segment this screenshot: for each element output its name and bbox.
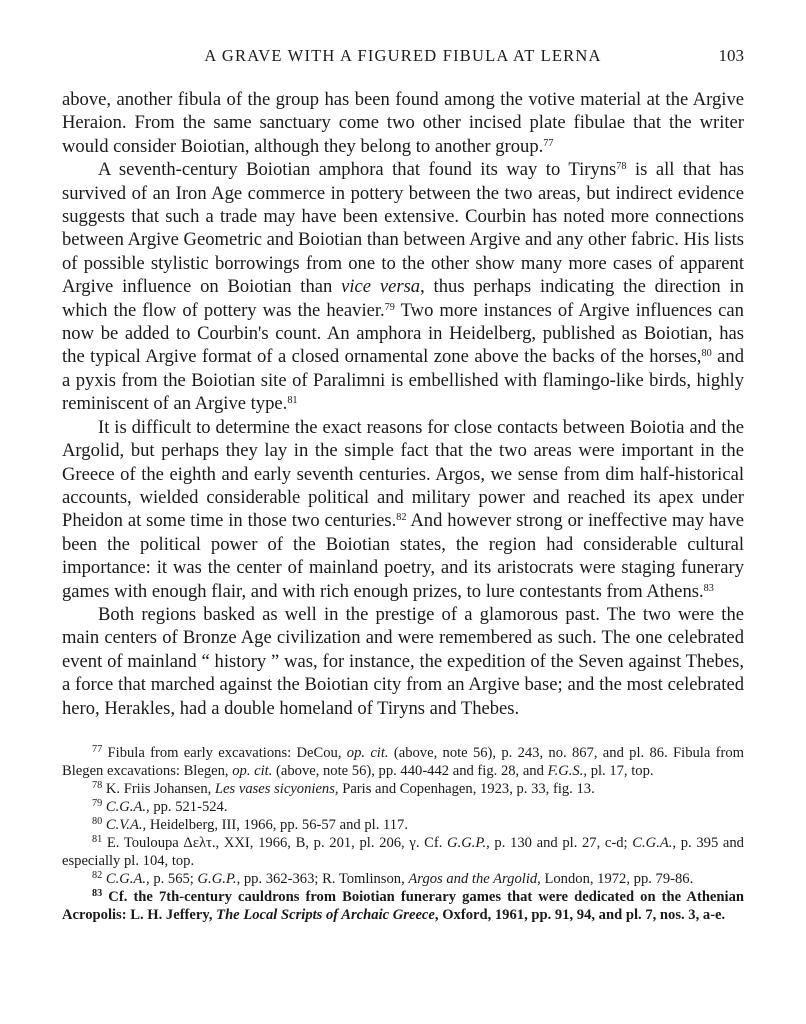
- text-run: , p. 130 and pl. 27, c-d;: [486, 835, 633, 851]
- footnote-83: [62, 888, 744, 924]
- footnote-number: 83: [92, 888, 103, 900]
- footnote-number: 77: [92, 744, 103, 756]
- italic-run: C.V.A.: [105, 817, 143, 833]
- note-ref: 82: [396, 512, 407, 524]
- footnotes: [62, 744, 744, 924]
- note-ref: 77: [543, 137, 554, 149]
- text-run: , pp. 362-363; R. Tomlinson,: [236, 871, 409, 887]
- italic-run: G.G.P.: [447, 835, 487, 851]
- text-run: , pl. 17, top.: [583, 763, 654, 779]
- running-title: A GRAVE WITH A FIGURED FIBULA AT LERNA: [204, 46, 602, 65]
- footnote-82: [62, 870, 744, 888]
- text-run: , thus perhaps indicating the direction in which the flow of pottery was the heavier.: [62, 276, 744, 321]
- paragraph-3: [62, 416, 744, 603]
- text-run: Cf. the 7th-century cauldrons from Boiotian funerary games that were dedicated on the Athenian Acropolis: L. H. Jeffery,: [62, 889, 744, 923]
- text-run: A seventh-century Boiotian amphora that found its way to Tiryns: [98, 159, 617, 181]
- italic-run: C.G.A.: [632, 835, 673, 851]
- footnote-77: [62, 744, 744, 780]
- italic-run: C.G.A.: [105, 871, 147, 887]
- footnote-number: 78: [92, 780, 103, 792]
- text-run: , Heidelberg, III, 1966, pp. 56-57 and pl. 117.: [142, 817, 408, 833]
- note-ref: 79: [384, 301, 395, 313]
- italic-run: G.G.P.: [197, 871, 237, 887]
- footnote-number: 79: [92, 798, 103, 810]
- paragraph-2: [62, 158, 744, 415]
- italic-run: op. cit.: [346, 745, 389, 761]
- page-number: 103: [718, 46, 744, 65]
- italic-run: C.G.A.: [105, 799, 147, 815]
- note-ref: 83: [703, 582, 714, 594]
- note-ref: 80: [701, 348, 712, 360]
- italic-run: Les vases sicyoniens: [214, 781, 335, 797]
- note-ref: 81: [287, 395, 298, 407]
- paragraph-4: [62, 603, 744, 720]
- footnote-number: 82: [92, 870, 103, 882]
- footnote-number: 81: [92, 834, 103, 846]
- text-run: K. Friis Johansen,: [102, 781, 215, 797]
- text-run: and a pyxis from the Boiotian site of Paralimni is embellished with flamingo-like birds, highly reminiscent of an Argive type.: [62, 346, 745, 415]
- footnote-81: [62, 834, 744, 870]
- text-run: E. Touloupa Δελτ., XXI, 1966, B, p. 201, pl. 206, γ. Cf.: [102, 835, 448, 851]
- text-run: , Oxford, 1961, pp. 91, 94, and pl. 7, nos. 3, a-e.: [434, 907, 726, 923]
- text-run: is all that has survived of an Iron Age commerce in pottery between the two areas, but indirect evidence suggests that such a trade may have been extensive. Courbin has noted more connections between Argive Geometric and Boiotian than between Argive and any other fabric. His lists of possible stylistic borrowings from one to the other show many more cases of apparent Argive influence on Boiotian than: [62, 159, 745, 298]
- text-run: And however strong or ineffective may have been the political power of the Boiotian states, the region had considerable cultural importance: it was the center of mainland poetry, and its aristocrats were staging funerary games with enough flair, and with rich enough prizes, to lure contestants from Athens.: [62, 510, 744, 602]
- italic-run: The Local Scripts of Archaic Greece: [216, 907, 435, 923]
- text-run: , pp. 521-524.: [146, 799, 228, 815]
- main-text: [62, 88, 744, 720]
- text-run: Fibula from early excavations: DeCou,: [102, 745, 347, 761]
- running-header: [62, 46, 744, 74]
- text-run: Both regions basked as well in the prestige of a glamorous past. The two were the main centers of Bronze Age civilization and were remembered as such. The one celebrated event of mainland “ history ” was, for instance, the expedition of the Seven against Thebes, a force that marched against the Boiotian city from an Argive base; and the most celebrated hero, Herakles, had a double homeland of Tiryns and Thebes.: [62, 603, 744, 719]
- italic-run: F.G.S.: [547, 763, 584, 779]
- text-run: , Paris and Copenhagen, 1923, p. 33, fig. 13.: [334, 781, 595, 797]
- footnote-80: [62, 816, 744, 834]
- text-run: (above, note 56), pp. 440-442 and fig. 28, and: [272, 763, 548, 779]
- paragraph-1: [62, 88, 744, 158]
- footnote-79: [62, 798, 744, 816]
- text-run: , London, 1972, pp. 79-86.: [537, 871, 694, 887]
- italic-run: op. cit.: [232, 763, 273, 779]
- text-run: , p. 395 and especially pl. 104, top.: [62, 835, 744, 869]
- text-run: Two more instances of Argive influences can now be added to Courbin's count. An amphora in Heidelberg, published as Boiotian, has the typical Argive format of a closed ornamental zone above the backs of the horses,: [62, 299, 744, 368]
- text-run: (above, note 56), p. 243, no. 867, and pl. 86. Fibula from Blegen excavations: Blegen,: [62, 745, 744, 779]
- footnote-78: [62, 780, 744, 798]
- italic-run: vice versa: [341, 276, 421, 298]
- text-run: It is difficult to determine the exact reasons for close contacts between Boiotia and the Argolid, but perhaps they lay in the simple fact that the two areas were important in the Greece of the eighth and early seventh centuries. Argos, we sense from dim half-historical accounts, wielded considerable political and military power and reached its apex under Pheidon at some time in those two centuries.: [62, 416, 744, 532]
- text-run: , p. 565;: [146, 871, 198, 887]
- text-run: above, another fibula of the group has been found among the votive material at the Argive Heraion. From the same sanctuary come two other incised plate fibulae that the writer would consider Boiotian, although they belong to another group.: [62, 89, 744, 157]
- footnote-number: 80: [92, 816, 103, 828]
- note-ref: 78: [616, 161, 627, 173]
- italic-run: Argos and the Argolid: [408, 871, 538, 887]
